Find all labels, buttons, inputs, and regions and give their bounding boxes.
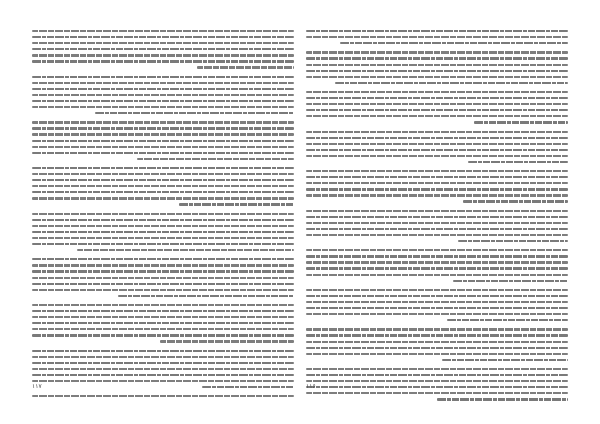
text-line (32, 258, 294, 260)
text-line (137, 158, 294, 160)
text-line (468, 161, 568, 163)
text-line (306, 386, 568, 388)
text-line (306, 328, 568, 330)
text-line (32, 88, 294, 90)
text-line (306, 109, 568, 111)
text-line (32, 146, 294, 148)
text-line (32, 191, 294, 193)
text-line (306, 255, 568, 257)
text-line (32, 322, 294, 324)
text-line (306, 274, 568, 276)
text-line (32, 289, 294, 291)
text-line (306, 64, 568, 66)
text-line (306, 36, 568, 38)
text-line (306, 210, 568, 212)
text-line (32, 237, 294, 239)
text-line (32, 213, 294, 215)
text-line (32, 54, 294, 56)
text-line (197, 66, 294, 68)
text-line (32, 304, 294, 306)
text-line (32, 152, 294, 154)
text-line (202, 386, 294, 388)
text-line (437, 398, 568, 400)
text-line (306, 194, 568, 196)
text-line (32, 310, 294, 312)
text-line (32, 167, 294, 169)
text-line (458, 240, 568, 242)
text-line (32, 316, 294, 318)
text-line (340, 42, 568, 44)
text-line (32, 334, 294, 336)
page-left (32, 30, 294, 390)
text-line (118, 295, 294, 297)
text-line (306, 131, 568, 133)
text-line (306, 176, 568, 178)
text-line (306, 374, 568, 376)
text-line (306, 307, 568, 309)
text-line (32, 283, 294, 285)
text-line (306, 222, 568, 224)
text-line (335, 82, 568, 84)
text-line (32, 36, 294, 38)
text-line (32, 231, 294, 233)
text-line (306, 234, 568, 236)
page-right (306, 30, 568, 390)
text-line (306, 137, 568, 139)
text-line (32, 173, 294, 175)
text-line (32, 179, 294, 181)
text-line (32, 48, 294, 50)
text-line (306, 392, 568, 394)
text-line (306, 347, 568, 349)
text-line (306, 103, 568, 105)
text-line (306, 51, 568, 53)
text-line (32, 380, 294, 382)
text-line (32, 30, 294, 32)
text-line (32, 264, 294, 266)
text-line (32, 356, 294, 358)
text-line (32, 395, 294, 397)
page-left-text-block (32, 30, 294, 401)
text-line (32, 133, 294, 135)
text-line (32, 362, 294, 364)
text-line (32, 277, 294, 279)
page-number-right: ۱۱۶ (306, 383, 316, 390)
text-line (32, 219, 294, 221)
text-line (306, 97, 568, 99)
text-line (32, 243, 294, 245)
text-line (306, 261, 568, 263)
text-line (95, 112, 294, 114)
text-line (306, 334, 568, 336)
text-line (32, 225, 294, 227)
text-line (32, 121, 294, 123)
text-line (32, 106, 294, 108)
text-line (306, 353, 568, 355)
text-line (77, 249, 294, 251)
text-line (306, 115, 568, 117)
text-line (442, 359, 568, 361)
page-number-left: ۱۱۷ (32, 383, 42, 390)
page-right-text-block (306, 30, 568, 408)
text-line (306, 313, 568, 315)
text-line (306, 91, 568, 93)
text-line (447, 319, 568, 321)
text-line (32, 197, 294, 199)
text-line (306, 301, 568, 303)
text-line (32, 127, 294, 129)
text-line (306, 76, 568, 78)
text-line (306, 228, 568, 230)
text-line (306, 289, 568, 291)
text-line (32, 368, 294, 370)
text-line (306, 188, 568, 190)
text-line (306, 249, 568, 251)
text-line (32, 185, 294, 187)
text-line (306, 149, 568, 151)
text-line (32, 140, 294, 142)
text-line (160, 340, 294, 342)
text-line (306, 216, 568, 218)
text-line (306, 70, 568, 72)
text-line (179, 203, 294, 205)
text-line (306, 170, 568, 172)
text-line (32, 374, 294, 376)
text-line (32, 100, 294, 102)
text-line (32, 42, 294, 44)
text-line (306, 368, 568, 370)
text-line (32, 270, 294, 272)
text-line (306, 57, 568, 59)
text-line (453, 280, 568, 282)
text-line (32, 328, 294, 330)
text-line (306, 295, 568, 297)
text-line (306, 30, 568, 32)
text-line (306, 155, 568, 157)
text-line (306, 182, 568, 184)
text-line (306, 380, 568, 382)
text-line (32, 350, 294, 352)
text-line (306, 143, 568, 145)
text-line (32, 82, 294, 84)
text-line (32, 60, 294, 62)
text-line (306, 341, 568, 343)
text-line (463, 200, 568, 202)
text-line (306, 267, 568, 269)
text-line (32, 94, 294, 96)
text-line (474, 121, 568, 123)
text-line (32, 76, 294, 78)
